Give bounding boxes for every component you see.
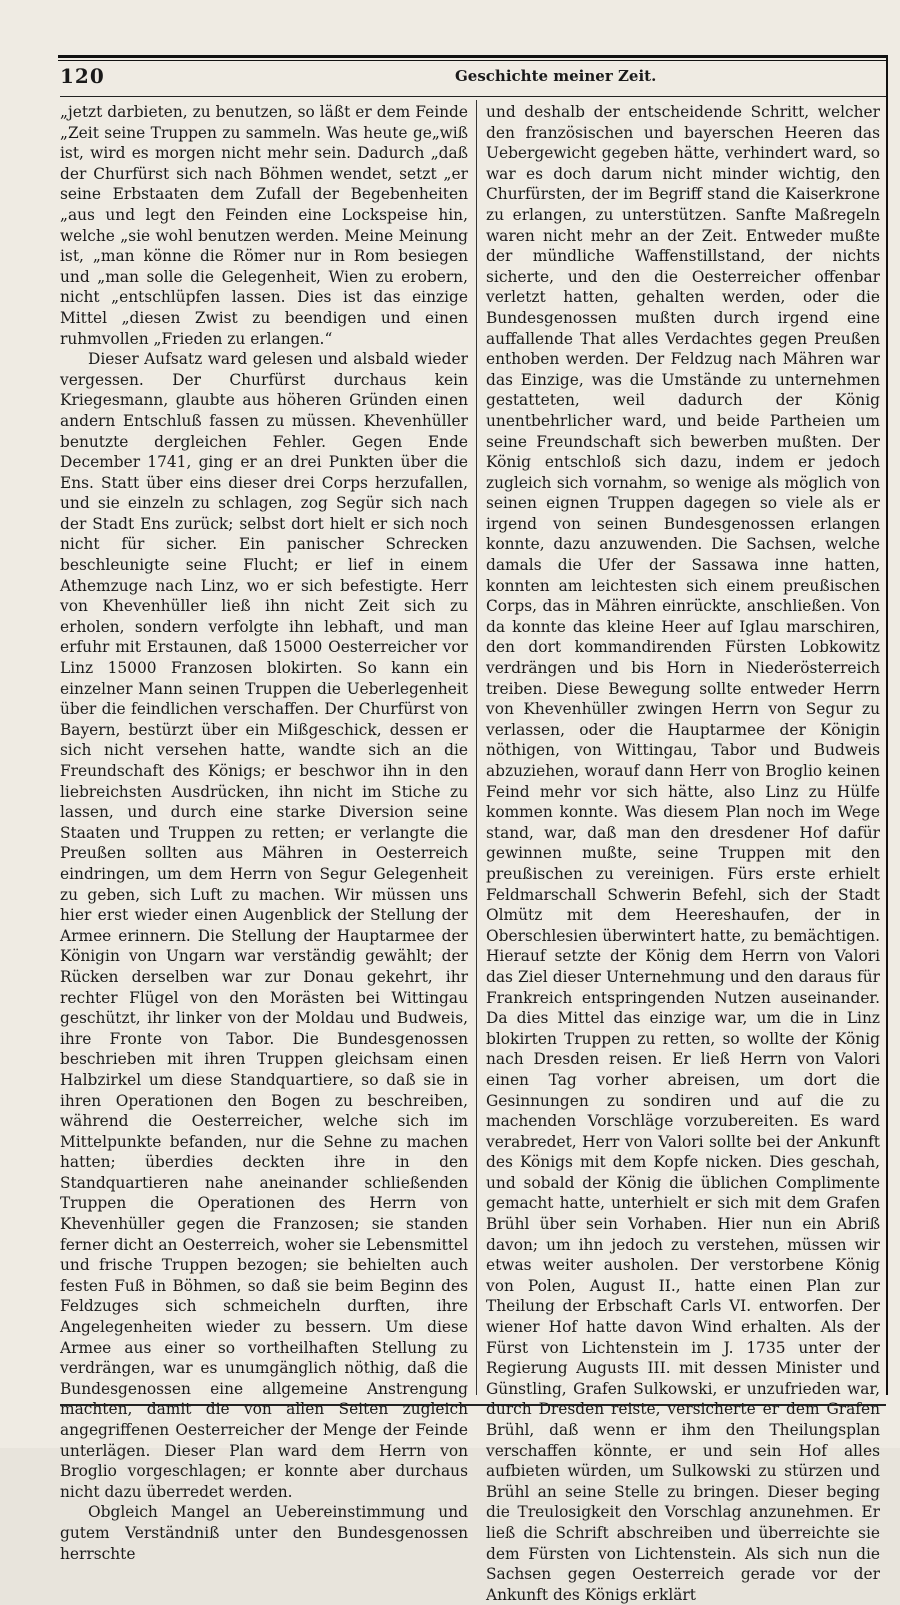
paragraph: und deshalb der entscheidende Schritt, welcher den französischen und bayerschen Heeren das Uebergewicht gegeben hätte, verhindert ward, so war es doch darum nicht minder wichtig, den Churfürsten, der im Begriff stand die Kaiserkrone zu erlangen, zu unterstützen. Sanfte Maßregeln waren nicht mehr an der Zeit. Entweder mußte der mündliche Waffenstillstand, der nichts sicherte, und den die Oesterreicher offenbar verletzt hatten, gehalten werden, oder die Bundesgenossen mußten durch irgend eine auffallende That alles Verdachtes gegen Preußen enthoben werden. Der Feldzug nach Mähren war das Einzige, was die Umstände zu unternehmen gestatteten, weil dadurch der König unentbehrlicher ward, und beide Partheien um seine Freundschaft sich bewerben mußten. Der König entschloß sich dazu, indem er jedoch zugleich sich vornahm, so wenige als möglich von seinen eignen Truppen dagegen so viele als er irgend von seinen Bundesgenossen erlangen konnte, dazu anzuwenden. Die Sachsen, welche damals die Ufer der Sassawa inne hatten, konnten am leichtesten sich einem preußischen Corps, das in Mähren einrückte, anschließen. Von da konnte das kleine Heer auf Iglau marschiren, den dort kommandirenden Fürsten Lobkowitz verdrängen und bis Horn in Niederösterreich treiben. Diese Bewegung sollte entweder Herrn von Khevenhüller zwingen Herrn von Segur zu verlassen, oder die Hauptarmee der Königin nöthigen, von Wittingau, Tabor und Budweis abzuziehen, worauf dann Herr von Broglio keinen Feind mehr vor sich hätte, also Linz zu Hülfe kommen konnte. Was diesem Plan noch im Wege stand, war, daß man den dresdener Hof dafür gewinnen mußte, seine Truppen mit den preußischen zu vereinigen. Fürs erste erhielt Feldmarschall Schwerin Befehl, sich der Stadt Olmütz mit dem Heereshaufen, der in Oberschlesien überwintert hatte, zu bemächtigen. Hierauf setzte der König dem Herrn von Valori das Ziel dieser Unternehmung und den daraus für Frankreich entspringenden Nutzen auseinander. Da dies Mittel das einzige war, um die in Linz blokirten Truppen zu retten, so wollte der König nach Dresden reisen. Er ließ Herrn von Valori einen Tag vorher abreisen, um dort die Gesinnungen zu sondiren und auf die zu machenden Vorschläge vorzubereiten. Es ward verabredet, Herr von Valori sollte bei der Ankunft des Königs mit dem Kopfe nicken. Dies geschah, und sobald der König die üblichen Complimente gemacht hatte, unterhielt er sich mit dem Grafen Brühl über sein Vorhaben. Hier nun ein Abriß davon; um ihn jedoch zu verstehen, müssen wir etwas weiter ausholen. Der verstorbene König von Polen, August II., hatte einen Plan zur Theilung der Erbschaft Carls VI. entworfen. Der wiener Hof hatte davon Wind erhalten. Als der Fürst von Lichtenstein im J. 1735 unter der Regierung Augusts III. mit dessen Minister und Günstling, Grafen Sulkowski, er unzufrieden war, durch Dresden reiste, versicherte er dem Grafen Brühl, daß wenn er ihm den Theilungsplan verschaffen könnte, er und sein Hof alles aufbieten würden, um Sulkowski zu stürzen und Brühl an seine Stelle zu bringen. Dieser beging die Treulosigkeit den Vorschlag anzunehmen. Er ließ die Schrift abschreiben und überreichte sie dem Fürsten von Lichtenstein. Als sich nun die Sachsen gegen Oesterreich gerade vor der Ankunft des Königs erklärt (486, 103, 880, 1604)
paragraph-quote: „jetzt darbieten, zu benutzen, so läßt er dem Feinde „Zeit seine Truppen zu sammeln. Was heute ge„wiß ist, wird es morgen nicht mehr sein. Dadurch „daß der Churfürst sich nach Böhmen wendet, setzt „er seine Erbstaaten dem Zufall der Begebenheiten „aus und legt den Feinden eine Lockspeise hin, welche „sie wohl benutzen werden. Meine Meinung ist, „man könne die Römer nur in Rom besiegen und „man solle die Gelegenheit, Wien zu erobern, nicht „entschlüpfen lassen. Dies ist das einzige Mittel „diesen Zwist zu beendigen und einen ruhmvollen „Frieden zu erlangen.“ (60, 103, 468, 348)
page-number: 120 (60, 64, 105, 88)
top-border-thin-rule (58, 60, 888, 61)
page-header (60, 64, 880, 96)
bottom-rule (60, 1404, 886, 1406)
top-border-rule (58, 55, 888, 58)
header-rule (60, 96, 886, 97)
right-column (486, 102, 880, 1604)
right-border-rule (886, 55, 888, 1395)
column-divider (476, 100, 477, 1395)
paragraph: Obgleich Mangel an Uebereinstimmung und gutem Verständniß unter den Bundesgenossen herrschte (60, 1503, 468, 1563)
running-title: Geschichte meiner Zeit. (455, 67, 657, 85)
left-column (60, 102, 468, 1563)
paragraph: Dieser Aufsatz ward gelesen und alsbald wieder vergessen. Der Churfürst durchaus kein Kriegesmann, glaubte aus höheren Gründen einen andern Entschluß fassen zu müssen. Khevenhüller benutzte dergleichen Fehler. Gegen Ende December 1741, ging er an drei Punkten über die Ens. Statt über eins dieser drei Corps herzufallen, und sie einzeln zu schlagen, zog Segür sich nach der Stadt Ens zurück; selbst dort hielt er sich noch nicht für sicher. Ein panischer Schrecken beschleunigte seine Flucht; er lief in einem Athemzuge nach Linz, wo er sich befestigte. Herr von Khevenhüller ließ ihn nicht Zeit sich zu erholen, sondern verfolgte ihn lebhaft, und man erfuhr mit Erstaunen, daß 15000 Oesterreicher vor Linz 15000 Franzosen blokirten. So kann ein einzelner Mann seinen Truppen die Ueberlegenheit über die feindlichen verschaffen. Der Churfürst von Bayern, bestürzt über ein Mißgeschick, dessen er sich nicht versehen hatte, wandte sich an die Freundschaft des Königs; er beschwor ihn in den liebreichsten Ausdrücken, ihn nicht im Stiche zu lassen, und durch eine starke Diversion seine Staaten und Truppen zu retten; er verlangte die Preußen sollten aus Mähren in Oesterreich eindringen, um dem Herrn von Segur Gelegenheit zu geben, sich Luft zu machen. Wir müssen uns hier erst wieder einen Augenblick der Stellung der Armee erinnern. Die Stellung der Hauptarmee der Königin von Ungarn war verständig gewählt; der Rücken derselben war zur Donau gekehrt, ihr rechter Flügel von den Morästen bei Wittingau geschützt, ihr linker von der Moldau und Budweis, ihre Fronte von Tabor. Die Bundesgenossen beschrieben mit ihren Truppen gleichsam einen Halbzirkel um diese Standquartiere, so daß sie in ihren Operationen den Bogen zu beschreiben, während die Oesterreicher, welche sich im Mittelpunkte befanden, nur die Sehne zu machen hatten; überdies deckten ihre in den Standquartieren nahe aneinander schließenden Truppen die Operationen des Herrn von Khevenhüller gegen die Franzosen; sie standen ferner dicht an Oesterreich, woher sie Lebensmittel und frische Truppen bezogen; sie behielten auch festen Fuß in Böhmen, so daß sie beim Beginn des Feldzuges sich schmeicheln durften, ihre Angelegenheiten wieder zu bessern. Um diese Armee aus einer so vortheilhaften Stellung zu verdrängen, war es unumgänglich nöthig, daß die Bundesgenossen eine allgemeine Anstrengung machten, damit die von allen Seiten zugleich angegriffenen Oesterreicher der Menge der Feinde unterlägen. Dieser Plan ward dem Herrn von Broglio vorgeschlagen; er konnte aber durchaus nicht dazu überredet werden. (60, 350, 468, 1501)
